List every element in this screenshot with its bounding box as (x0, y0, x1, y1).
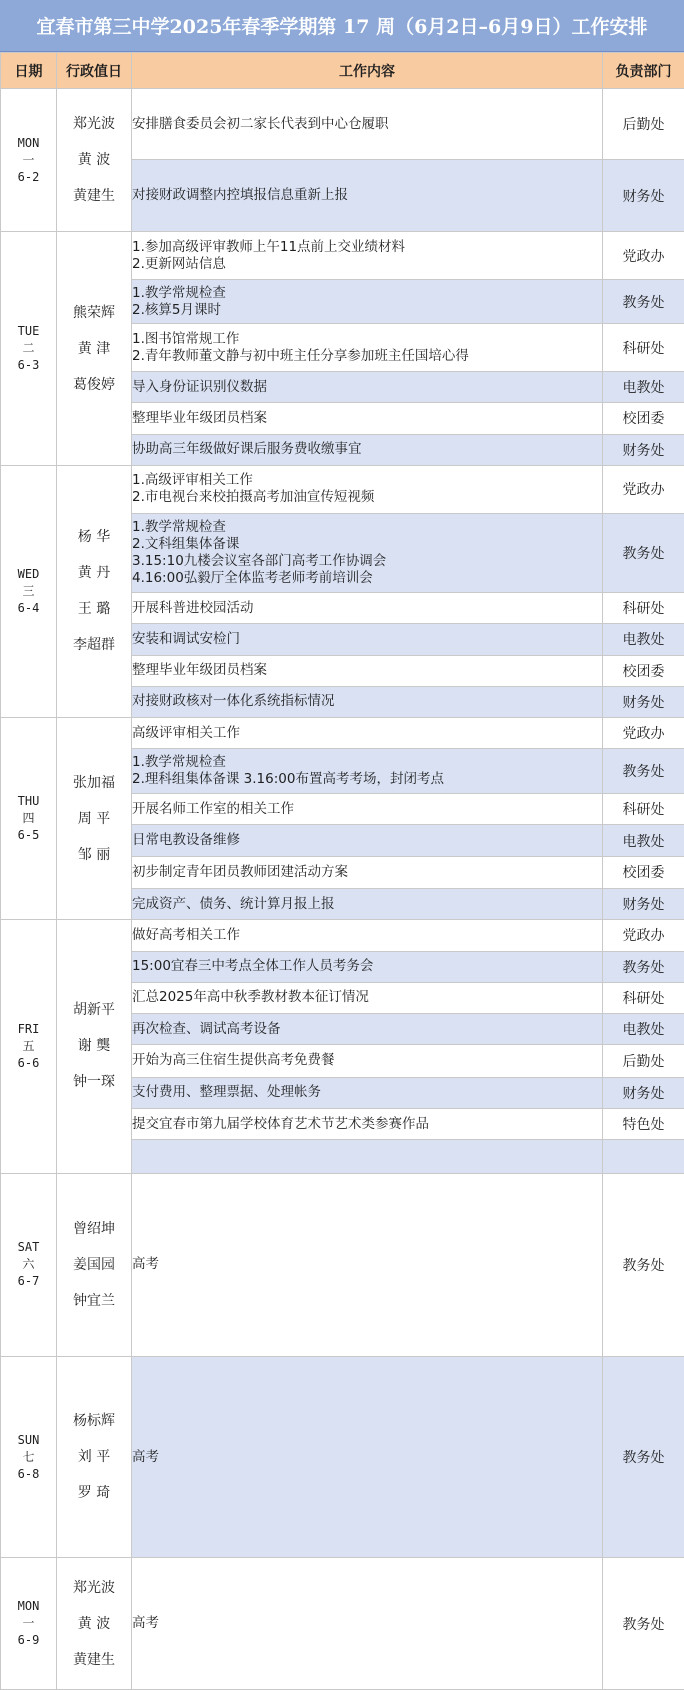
table-header-row (1, 53, 684, 89)
day-date: 6-6 (17, 1055, 40, 1070)
task-content-cell (132, 888, 603, 919)
task-line: 安排膳食委员会初二家长代表到中心仓履职 (132, 115, 389, 132)
dept-cell: 电教处 (603, 372, 684, 403)
task-line: 2.市电视台来校拍摄高考加油宣传短视频 (132, 489, 375, 506)
task-line: 1.教学常规检查 (132, 284, 226, 301)
duty-person: 刘 平 (77, 1449, 111, 1466)
day-abbr: WED (17, 566, 40, 581)
task-line: 导入身份证识别仪数据 (132, 378, 267, 395)
table-row (1, 1558, 684, 1690)
task-content-cell (132, 825, 603, 856)
task-content-cell (132, 1077, 603, 1108)
duty-person: 王 璐 (77, 601, 111, 618)
task-line: 开始为高三住宿生提供高考免费餐 (132, 1052, 335, 1069)
task-content-cell (132, 89, 603, 160)
day-cn: 五 (22, 1038, 35, 1053)
task-line: 2.核算5月课时 (132, 301, 221, 318)
duty-cell (57, 1558, 132, 1690)
table-row (1, 718, 684, 749)
table-row (1, 89, 684, 160)
schedule-table (0, 52, 684, 1690)
task-line: 2.文科组集体备课 (132, 535, 240, 552)
dept-cell: 财务处 (603, 888, 684, 919)
task-line: 汇总2025年高中秋季教材教本征订情况 (132, 989, 369, 1006)
task-content-cell (132, 1173, 603, 1357)
duty-person: 黄建生 (73, 188, 115, 205)
duty-cell (57, 89, 132, 232)
table-row (1, 1357, 684, 1558)
task-line: 2.青年教师董文静与初中班主任分享参加班主任国培心得 (132, 347, 469, 364)
duty-person: 黄 津 (77, 340, 111, 357)
dept-cell: 教务处 (603, 951, 684, 982)
dept-cell: 教务处 (603, 280, 684, 324)
dept-cell: 校团委 (603, 655, 684, 686)
dept-cell: 财务处 (603, 1077, 684, 1108)
task-line: 日常电教设备维修 (132, 832, 240, 849)
duty-cell (57, 465, 132, 717)
dept-cell: 党政办 (603, 718, 684, 749)
dept-cell: 科研处 (603, 794, 684, 825)
day-cn: 四 (22, 811, 35, 826)
task-content-cell (132, 372, 603, 403)
duty-person: 邹 丽 (77, 846, 111, 863)
day-date: 6-4 (17, 600, 40, 615)
task-line: 高考 (132, 1448, 159, 1465)
duty-person: 杨 华 (77, 529, 111, 546)
duty-person: 郑光波 (73, 116, 115, 133)
task-line: 对接财政核对一体化系统指标情况 (132, 693, 335, 710)
day-cn: 六 (22, 1257, 35, 1272)
table-row (1, 920, 684, 951)
page-title: 宜春市第三中学2025年春季学期第 17 周（6月2日–6月9日）工作安排 (0, 0, 684, 52)
task-content-cell (132, 280, 603, 324)
task-content-cell (132, 1140, 603, 1173)
task-line: 1.图书馆常规工作 (132, 330, 240, 347)
dept-cell: 教务处 (603, 513, 684, 592)
task-content-cell (132, 1045, 603, 1077)
day-cell (1, 232, 57, 465)
day-date: 6-7 (17, 1274, 40, 1289)
task-line: 整理毕业年级团员档案 (132, 662, 267, 679)
task-content-cell (132, 1558, 603, 1690)
task-content-cell (132, 951, 603, 982)
task-line: 初步制定青年团员教师团建活动方案 (132, 863, 348, 880)
day-date: 6-5 (17, 828, 40, 843)
day-cell (1, 1173, 57, 1357)
day-cn: 二 (22, 341, 35, 356)
dept-cell: 校团委 (603, 856, 684, 888)
dept-cell: 后勤处 (603, 1045, 684, 1077)
day-abbr: MON (17, 1599, 40, 1614)
duty-person: 黄 波 (77, 1615, 111, 1632)
duty-person: 曾绍坤 (73, 1220, 115, 1237)
table-row (1, 232, 684, 280)
duty-person: 熊荣辉 (73, 304, 115, 321)
day-date: 6-9 (17, 1633, 40, 1648)
duty-cell (57, 232, 132, 465)
task-content-cell (132, 920, 603, 951)
day-cell (1, 1357, 57, 1558)
task-content-cell (132, 1108, 603, 1139)
task-line: 对接财政调整内控填报信息重新上报 (132, 187, 348, 204)
day-date: 6-2 (17, 169, 40, 184)
dept-cell: 后勤处 (603, 89, 684, 160)
duty-person: 黄建生 (73, 1651, 115, 1668)
dept-cell: 教务处 (603, 1357, 684, 1558)
dept-cell: 特色处 (603, 1108, 684, 1139)
task-line: 2.更新网站信息 (132, 255, 226, 272)
task-line: 开展科普进校园活动 (132, 599, 254, 616)
duty-person: 谢 龑 (77, 1038, 111, 1055)
dept-cell: 党政办 (603, 465, 684, 513)
dept-cell: 电教处 (603, 1014, 684, 1045)
duty-person: 李超群 (73, 637, 115, 654)
task-line: 3.15:10九楼会议室各部门高考工作协调会 (132, 552, 387, 569)
duty-cell (57, 1357, 132, 1558)
task-line: 15:00宜春三中考点全体工作人员考务会 (132, 958, 374, 975)
task-content-cell (132, 686, 603, 717)
task-line: 1.教学常规检查 (132, 518, 226, 535)
duty-cell (57, 1173, 132, 1357)
task-line: 高考 (132, 1256, 159, 1273)
duty-person: 钟一琛 (73, 1074, 115, 1091)
dept-cell: 财务处 (603, 686, 684, 717)
duty-person: 葛俊婷 (73, 376, 115, 393)
dept-cell: 教务处 (603, 1558, 684, 1690)
task-line: 再次检查、调试高考设备 (132, 1020, 281, 1037)
task-line: 1.高级评审相关工作 (132, 472, 253, 489)
day-cn: 三 (22, 583, 35, 598)
table-row (1, 465, 684, 513)
duty-person: 杨标辉 (73, 1413, 115, 1430)
day-abbr: THU (17, 794, 40, 809)
task-line: 4.16:00弘毅厅全体监考老师考前培训会 (132, 569, 373, 586)
task-content-cell (132, 324, 603, 372)
day-cell (1, 465, 57, 717)
task-content-cell (132, 624, 603, 655)
task-line: 2.理科组集体备课 3.16:00布置高考考场，封闭考点 (132, 771, 444, 788)
task-content-cell (132, 465, 603, 513)
task-content-cell (132, 434, 603, 465)
day-date: 6-3 (17, 358, 40, 373)
task-line: 提交宜春市第九届学校体育艺术节艺术类参赛作品 (132, 1115, 429, 1132)
task-content-cell (132, 513, 603, 592)
task-line: 高级评审相关工作 (132, 724, 240, 741)
header-content: 工作内容 (132, 53, 603, 89)
task-content-cell (132, 856, 603, 888)
day-cell (1, 1558, 57, 1690)
dept-cell: 财务处 (603, 434, 684, 465)
day-abbr: FRI (17, 1021, 40, 1036)
day-cn: 一 (22, 152, 35, 167)
dept-cell: 财务处 (603, 160, 684, 232)
task-line: 整理毕业年级团员档案 (132, 409, 267, 426)
dept-cell: 党政办 (603, 920, 684, 951)
task-content-cell (132, 232, 603, 280)
duty-person: 张加福 (73, 774, 115, 791)
task-content-cell (132, 718, 603, 749)
duty-person: 钟宜兰 (73, 1292, 115, 1309)
task-content-cell (132, 160, 603, 232)
dept-cell: 科研处 (603, 592, 684, 623)
day-date: 6-8 (17, 1466, 40, 1481)
task-line: 高考 (132, 1615, 159, 1632)
duty-person: 黄 波 (77, 152, 111, 169)
day-cell (1, 920, 57, 1173)
task-line: 开展名师工作室的相关工作 (132, 800, 294, 817)
day-cell (1, 89, 57, 232)
task-line: 1.参加高级评审教师上午11点前上交业绩材料 (132, 238, 406, 255)
duty-person: 郑光波 (73, 1579, 115, 1596)
dept-cell: 电教处 (603, 825, 684, 856)
day-abbr: SUN (17, 1432, 40, 1447)
task-content-cell (132, 794, 603, 825)
task-content-cell (132, 655, 603, 686)
duty-person: 姜国园 (73, 1256, 115, 1273)
task-content-cell (132, 1357, 603, 1558)
header-dept: 负责部门 (603, 53, 684, 89)
task-line: 完成资产、债务、统计算月报上报 (132, 895, 335, 912)
task-line: 安装和调试安检门 (132, 630, 240, 647)
day-cell (1, 718, 57, 920)
day-cn: 一 (22, 1616, 35, 1631)
task-line: 协助高三年级做好课后服务费收缴事宜 (132, 441, 362, 458)
duty-person: 罗 琦 (77, 1485, 111, 1502)
day-abbr: SAT (17, 1240, 40, 1255)
day-cn: 七 (22, 1449, 35, 1464)
duty-person: 周 平 (77, 810, 111, 827)
dept-cell: 党政办 (603, 232, 684, 280)
header-date: 日期 (1, 53, 57, 89)
header-duty: 行政值日 (57, 53, 132, 89)
day-abbr: TUE (17, 324, 40, 339)
dept-cell: 教务处 (603, 749, 684, 794)
duty-cell (57, 920, 132, 1173)
duty-person: 胡新平 (73, 1002, 115, 1019)
dept-cell: 电教处 (603, 624, 684, 655)
dept-cell: 科研处 (603, 982, 684, 1013)
task-line: 1.教学常规检查 (132, 754, 226, 771)
task-line: 支付费用、整理票据、处理帐务 (132, 1084, 321, 1101)
task-content-cell (132, 403, 603, 434)
task-content-cell (132, 982, 603, 1013)
dept-cell: 校团委 (603, 403, 684, 434)
day-abbr: MON (17, 135, 40, 150)
table-row (1, 1173, 684, 1357)
dept-cell (603, 1140, 684, 1173)
task-content-cell (132, 1014, 603, 1045)
task-line: 做好高考相关工作 (132, 926, 240, 943)
dept-cell: 教务处 (603, 1173, 684, 1357)
task-content-cell (132, 749, 603, 794)
duty-cell (57, 718, 132, 920)
dept-cell: 科研处 (603, 324, 684, 372)
task-content-cell (132, 592, 603, 623)
duty-person: 黄 丹 (77, 565, 111, 582)
